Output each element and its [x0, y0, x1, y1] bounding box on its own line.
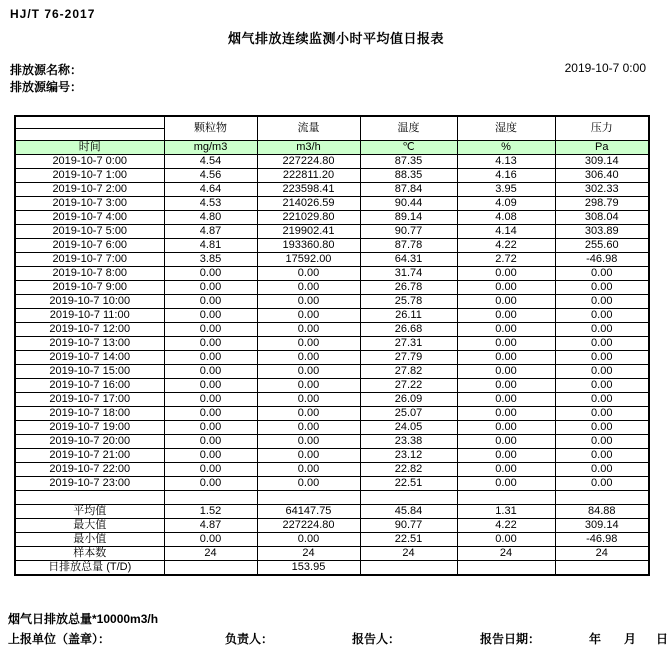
unit-header-humidity: %: [457, 141, 555, 155]
time-cell: 2019-10-7 21:00: [15, 449, 164, 463]
time-cell: 2019-10-7 18:00: [15, 407, 164, 421]
value-cell: 90.77: [360, 225, 457, 239]
report-date-label: 报告日期：: [480, 632, 541, 646]
value-cell: 25.07: [360, 407, 457, 421]
table-row: [15, 463, 649, 477]
value-cell: 0.00: [457, 407, 555, 421]
value-cell: 0.00: [257, 477, 360, 491]
value-cell: [457, 561, 555, 576]
value-cell: 298.79: [555, 197, 649, 211]
value-cell: 1.52: [164, 505, 257, 519]
value-cell: 4.81: [164, 239, 257, 253]
value-cell: 27.31: [360, 337, 457, 351]
value-cell: 0.00: [555, 379, 649, 393]
value-cell: 214026.59: [257, 197, 360, 211]
value-cell: 0.00: [164, 463, 257, 477]
unit-header-pressure: Pa: [555, 141, 649, 155]
value-cell: 22.82: [360, 463, 457, 477]
report-datetime: 2019-10-7 0:00: [564, 61, 646, 75]
value-cell: 0.00: [555, 407, 649, 421]
table-row: [15, 393, 649, 407]
value-cell: 0.00: [257, 407, 360, 421]
value-cell: 4.16: [457, 169, 555, 183]
value-cell: 0.00: [555, 449, 649, 463]
header-row-names: [15, 116, 649, 129]
value-cell: 0.00: [164, 323, 257, 337]
value-cell: 0.00: [164, 533, 257, 547]
value-cell: 0.00: [164, 379, 257, 393]
value-cell: 1.31: [457, 505, 555, 519]
value-cell: 4.22: [457, 519, 555, 533]
table-row: [15, 155, 649, 169]
value-cell: 219902.41: [257, 225, 360, 239]
responsible-label: 负责人：: [225, 632, 274, 646]
report-unit-label: 上报单位（盖章）：: [8, 632, 111, 646]
value-cell: 0.00: [555, 351, 649, 365]
time-cell: 2019-10-7 19:00: [15, 421, 164, 435]
value-cell: 0.00: [457, 477, 555, 491]
table-row: [15, 337, 649, 351]
value-cell: 4.54: [164, 155, 257, 169]
value-cell: 221029.80: [257, 211, 360, 225]
value-cell: 303.89: [555, 225, 649, 239]
value-cell: 0.00: [457, 435, 555, 449]
value-cell: 0.00: [257, 323, 360, 337]
value-cell: 26.78: [360, 281, 457, 295]
value-cell: 0.00: [457, 309, 555, 323]
month-label: 月: [624, 632, 637, 646]
value-cell: 0.00: [555, 393, 649, 407]
spacer-row: [15, 491, 649, 505]
value-cell: 0.00: [555, 365, 649, 379]
value-cell: 84.88: [555, 505, 649, 519]
value-cell: 0.00: [257, 337, 360, 351]
data-rows: [15, 155, 649, 491]
value-cell: 0.00: [457, 323, 555, 337]
summary-row: [15, 505, 649, 519]
col-header-temp: 温度: [360, 116, 457, 141]
value-cell: 64.31: [360, 253, 457, 267]
value-cell: 4.56: [164, 169, 257, 183]
value-cell: 0.00: [555, 435, 649, 449]
table-row: [15, 253, 649, 267]
value-cell: 227224.80: [257, 519, 360, 533]
value-cell: 0.00: [457, 533, 555, 547]
value-cell: 0.00: [457, 337, 555, 351]
unit-header-temp: ℃: [360, 141, 457, 155]
value-cell: 22.51: [360, 533, 457, 547]
value-cell: 309.14: [555, 519, 649, 533]
value-cell: 0.00: [555, 421, 649, 435]
value-cell: 0.00: [257, 449, 360, 463]
value-cell: 4.09: [457, 197, 555, 211]
value-cell: 0.00: [164, 337, 257, 351]
value-cell: -46.98: [555, 533, 649, 547]
value-cell: 0.00: [257, 533, 360, 547]
year-label: 年: [589, 632, 602, 646]
time-cell: 2019-10-7 1:00: [15, 169, 164, 183]
value-cell: 2.72: [457, 253, 555, 267]
table-row: [15, 435, 649, 449]
value-cell: 0.00: [457, 351, 555, 365]
time-cell: 2019-10-7 8:00: [15, 267, 164, 281]
table-row: [15, 295, 649, 309]
value-cell: 0.00: [257, 393, 360, 407]
value-cell: [360, 491, 457, 505]
value-cell: 87.35: [360, 155, 457, 169]
value-cell: 45.84: [360, 505, 457, 519]
value-cell: 24.05: [360, 421, 457, 435]
time-cell: 2019-10-7 10:00: [15, 295, 164, 309]
table-row: [15, 421, 649, 435]
col-header-pressure: 压力: [555, 116, 649, 141]
time-cell: 2019-10-7 12:00: [15, 323, 164, 337]
value-cell: 0.00: [457, 365, 555, 379]
value-cell: 308.04: [555, 211, 649, 225]
value-cell: 255.60: [555, 239, 649, 253]
value-cell: 90.77: [360, 519, 457, 533]
value-cell: 227224.80: [257, 155, 360, 169]
value-cell: 0.00: [257, 295, 360, 309]
value-cell: 23.38: [360, 435, 457, 449]
monitoring-table: [14, 115, 650, 576]
spacer-section: [15, 491, 649, 505]
value-cell: 3.95: [457, 183, 555, 197]
value-cell: 0.00: [257, 463, 360, 477]
time-cell: 2019-10-7 11:00: [15, 309, 164, 323]
value-cell: [164, 491, 257, 505]
value-cell: 4.14: [457, 225, 555, 239]
value-cell: 0.00: [555, 295, 649, 309]
value-cell: 0.00: [555, 337, 649, 351]
value-cell: 309.14: [555, 155, 649, 169]
value-cell: 153.95: [257, 561, 360, 576]
value-cell: 0.00: [257, 267, 360, 281]
value-cell: 0.00: [555, 267, 649, 281]
value-cell: 0.00: [555, 323, 649, 337]
value-cell: 26.68: [360, 323, 457, 337]
value-cell: 0.00: [164, 449, 257, 463]
value-cell: 4.87: [164, 225, 257, 239]
value-cell: 0.00: [164, 393, 257, 407]
value-cell: -46.98: [555, 253, 649, 267]
value-cell: 0.00: [555, 281, 649, 295]
table-row: [15, 169, 649, 183]
value-cell: 26.09: [360, 393, 457, 407]
value-cell: 17592.00: [257, 253, 360, 267]
time-cell: 2019-10-7 17:00: [15, 393, 164, 407]
value-cell: 0.00: [555, 309, 649, 323]
time-cell: 2019-10-7 22:00: [15, 463, 164, 477]
table-row: [15, 183, 649, 197]
value-cell: 193360.80: [257, 239, 360, 253]
time-header: 时间: [15, 141, 164, 155]
footer-note: 烟气日排放总量*10000m3/h: [8, 612, 159, 626]
value-cell: 0.00: [164, 295, 257, 309]
table-row: [15, 351, 649, 365]
col-header-flow: 流量: [257, 116, 360, 141]
value-cell: 0.00: [164, 351, 257, 365]
table-row: [15, 449, 649, 463]
value-cell: 0.00: [257, 309, 360, 323]
source-name-label: 排放源名称：: [10, 63, 83, 77]
time-cell: 2019-10-7 9:00: [15, 281, 164, 295]
value-cell: 4.87: [164, 519, 257, 533]
value-cell: [457, 491, 555, 505]
standard-code: HJ/T 76-2017: [10, 7, 96, 21]
summary-label-cell: 平均值: [15, 505, 164, 519]
time-cell: 2019-10-7 14:00: [15, 351, 164, 365]
day-label: 日: [656, 632, 669, 646]
table-row: [15, 281, 649, 295]
summary-label-cell: 最小值: [15, 533, 164, 547]
value-cell: 0.00: [555, 463, 649, 477]
value-cell: 0.00: [164, 281, 257, 295]
value-cell: [555, 491, 649, 505]
value-cell: 26.11: [360, 309, 457, 323]
unit-header-flow: m3/h: [257, 141, 360, 155]
value-cell: 24: [257, 547, 360, 561]
time-header-blank-top: [15, 116, 164, 129]
reporter-label: 报告人：: [352, 632, 401, 646]
time-cell: 2019-10-7 2:00: [15, 183, 164, 197]
time-cell: 2019-10-7 16:00: [15, 379, 164, 393]
table-row: [15, 477, 649, 491]
summary-label-cell: 样本数: [15, 547, 164, 561]
value-cell: 4.08: [457, 211, 555, 225]
value-cell: 90.44: [360, 197, 457, 211]
summary-label-cell: 日排放总量 (T/D): [15, 561, 164, 576]
time-cell: 2019-10-7 7:00: [15, 253, 164, 267]
time-cell: 2019-10-7 3:00: [15, 197, 164, 211]
value-cell: 87.78: [360, 239, 457, 253]
value-cell: 27.22: [360, 379, 457, 393]
table-row: [15, 379, 649, 393]
summary-row: [15, 519, 649, 533]
col-header-pm: 颗粒物: [164, 116, 257, 141]
value-cell: 0.00: [164, 477, 257, 491]
source-code-label: 排放源编号：: [10, 80, 83, 94]
value-cell: 31.74: [360, 267, 457, 281]
value-cell: 223598.41: [257, 183, 360, 197]
value-cell: 0.00: [164, 407, 257, 421]
table-row: [15, 323, 649, 337]
value-cell: 24: [360, 547, 457, 561]
value-cell: 24: [164, 547, 257, 561]
table-row: [15, 407, 649, 421]
value-cell: 4.80: [164, 211, 257, 225]
value-cell: 0.00: [257, 421, 360, 435]
value-cell: 22.51: [360, 477, 457, 491]
time-cell: 2019-10-7 4:00: [15, 211, 164, 225]
value-cell: 24: [555, 547, 649, 561]
value-cell: 302.33: [555, 183, 649, 197]
time-cell: 2019-10-7 5:00: [15, 225, 164, 239]
unit-header-pm: mg/m3: [164, 141, 257, 155]
value-cell: 24: [457, 547, 555, 561]
value-cell: 0.00: [457, 295, 555, 309]
value-cell: 4.22: [457, 239, 555, 253]
value-cell: 0.00: [257, 435, 360, 449]
header-row-units: [15, 141, 649, 155]
value-cell: 0.00: [164, 309, 257, 323]
value-cell: 0.00: [164, 365, 257, 379]
value-cell: 0.00: [164, 435, 257, 449]
value-cell: 4.53: [164, 197, 257, 211]
summary-row: [15, 533, 649, 547]
col-header-humidity: 湿度: [457, 116, 555, 141]
table-row: [15, 309, 649, 323]
time-cell: 2019-10-7 13:00: [15, 337, 164, 351]
value-cell: 0.00: [457, 281, 555, 295]
value-cell: 306.40: [555, 169, 649, 183]
value-cell: [555, 561, 649, 576]
summary-rows: [15, 505, 649, 576]
value-cell: 0.00: [457, 393, 555, 407]
time-cell: 2019-10-7 20:00: [15, 435, 164, 449]
value-cell: 222811.20: [257, 169, 360, 183]
table-row: [15, 365, 649, 379]
value-cell: 0.00: [457, 463, 555, 477]
time-cell: 2019-10-7 15:00: [15, 365, 164, 379]
value-cell: 0.00: [457, 379, 555, 393]
value-cell: [257, 491, 360, 505]
value-cell: 0.00: [457, 421, 555, 435]
summary-row: [15, 561, 649, 576]
value-cell: 4.13: [457, 155, 555, 169]
value-cell: 3.85: [164, 253, 257, 267]
value-cell: 88.35: [360, 169, 457, 183]
value-cell: 0.00: [457, 449, 555, 463]
value-cell: 89.14: [360, 211, 457, 225]
value-cell: 0.00: [164, 267, 257, 281]
value-cell: [360, 561, 457, 576]
summary-label-cell: 最大值: [15, 519, 164, 533]
value-cell: 87.84: [360, 183, 457, 197]
time-header-blank-bottom: [15, 129, 164, 141]
time-cell: 2019-10-7 6:00: [15, 239, 164, 253]
value-cell: 25.78: [360, 295, 457, 309]
value-cell: 0.00: [457, 267, 555, 281]
table-row: [15, 197, 649, 211]
table-row: [15, 225, 649, 239]
value-cell: 0.00: [257, 365, 360, 379]
value-cell: 23.12: [360, 449, 457, 463]
value-cell: 0.00: [257, 351, 360, 365]
value-cell: 0.00: [555, 477, 649, 491]
value-cell: 27.79: [360, 351, 457, 365]
summary-row: [15, 547, 649, 561]
table-row: [15, 267, 649, 281]
time-cell: 2019-10-7 23:00: [15, 477, 164, 491]
page-title: 烟气排放连续监测小时平均值日报表: [227, 31, 444, 46]
spacer-cell: [15, 491, 164, 505]
signature-row: [0, 630, 672, 646]
value-cell: 4.64: [164, 183, 257, 197]
value-cell: 0.00: [257, 281, 360, 295]
value-cell: 0.00: [257, 379, 360, 393]
value-cell: 64147.75: [257, 505, 360, 519]
time-cell: 2019-10-7 0:00: [15, 155, 164, 169]
table-row: [15, 211, 649, 225]
value-cell: 0.00: [164, 421, 257, 435]
value-cell: [164, 561, 257, 576]
value-cell: 27.82: [360, 365, 457, 379]
table-row: [15, 239, 649, 253]
